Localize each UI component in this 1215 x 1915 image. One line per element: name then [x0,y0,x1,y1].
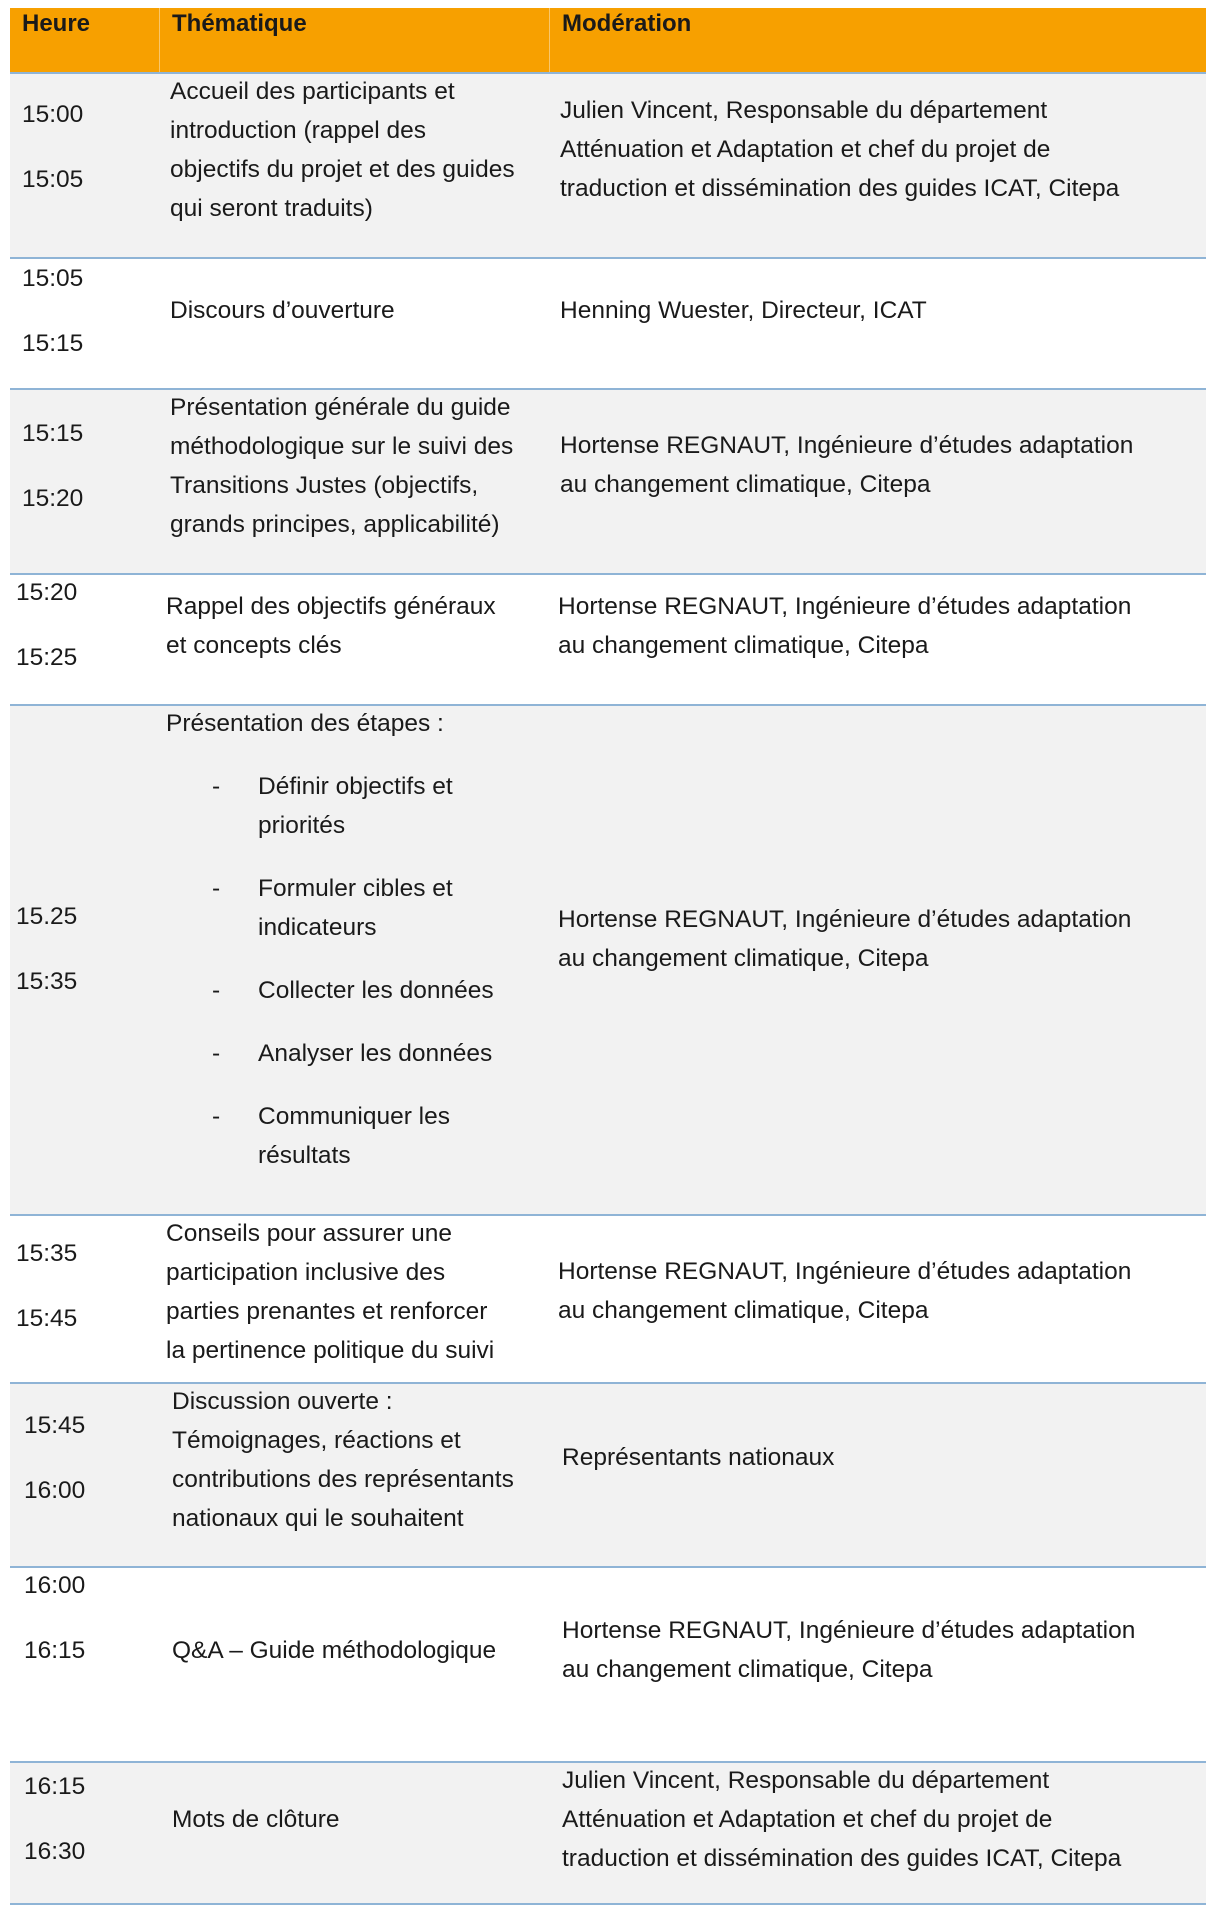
theme-line: Q&A – Guide méthodologique [172,1637,497,1664]
table-row [10,1761,1206,1905]
table-row [10,257,1206,388]
time-end: 15:25 [16,644,78,671]
time-start: 15:45 [24,1412,86,1439]
bullet-dash: - [212,977,221,1004]
moderation-line: Henning Wuester, Directeur, ICAT [560,297,927,324]
theme-line: Mots de clôture [172,1806,340,1833]
step-line: indicateurs [258,914,377,941]
theme-line: qui seront traduits) [170,195,373,222]
theme-line: grands principes, applicabilité) [170,511,500,538]
step-line: priorités [258,812,346,839]
time-end: 15:45 [16,1305,78,1332]
time-start: 15:00 [22,101,84,128]
table-row [10,72,1206,257]
theme-line: nationaux qui le souhaitent [172,1505,464,1532]
time-end: 15:20 [22,485,84,512]
moderation-line: Hortense REGNAUT, Ingénieure d’études adaptation [562,1617,1136,1644]
steps-list [166,767,494,1175]
bullet-dash: - [212,773,221,800]
step-line: Définir objectifs et [258,773,453,800]
theme-line: introduction (rappel des [170,117,427,144]
theme-cell [172,1382,514,1538]
table-row [10,573,1206,704]
moderation-line: traduction et dissémination des guides ICAT, Citepa [562,1845,1122,1872]
header-thematique: Thématique [160,8,550,72]
theme-line: Présentation des étapes : [166,710,444,737]
moderation-line: Julien Vincent, Responsable du département [562,1767,1050,1794]
moderation-line: Représentants nationaux [562,1444,835,1471]
time-start: 15:15 [22,420,84,447]
moderation-line: Atténuation et Adaptation et chef du projet de [562,1806,1053,1833]
moderation-cell [558,900,1131,978]
moderation-line: au changement climatique, Citepa [558,632,929,659]
theme-cell [170,291,395,330]
moderation-cell [558,587,1131,665]
moderation-line: traduction et dissémination des guides ICAT, Citepa [560,175,1120,202]
table-row [10,1566,1206,1761]
theme-cell [170,72,515,228]
table-row [10,388,1206,573]
theme-cell [166,704,494,1175]
bullet-dash: - [212,1103,221,1130]
moderation-line: Hortense REGNAUT, Ingénieure d’études adaptation [558,906,1132,933]
time-end: 16:15 [24,1637,86,1664]
time-start: 15.25 [16,903,78,930]
theme-line: contributions des représentants [172,1466,514,1493]
step-line: Communiquer les [258,1103,450,1130]
theme-line: parties prenantes et renforcer [166,1298,488,1325]
theme-cell [166,1214,494,1370]
theme-line: Transitions Justes (objectifs, [170,472,479,499]
moderation-line: au changement climatique, Citepa [558,1297,929,1324]
moderation-line: Atténuation et Adaptation et chef du projet de [560,136,1051,163]
moderation-line: Hortense REGNAUT, Ingénieure d’études adaptation [558,593,1132,620]
theme-line: et concepts clés [166,632,342,659]
moderation-line: au changement climatique, Citepa [560,471,931,498]
theme-cell [170,388,513,544]
time-end: 15:35 [16,968,78,995]
list-item [166,1097,494,1175]
moderation-cell [560,91,1119,208]
bullet-dash: - [212,875,221,902]
moderation-cell [562,1611,1135,1689]
theme-line: Discussion ouverte : [172,1388,393,1415]
list-item [166,869,494,947]
list-item [166,971,494,1010]
table-row [10,704,1206,1214]
time-start: 15:05 [22,265,84,292]
header-heure: Heure [10,8,160,72]
list-item [166,767,494,845]
theme-line: Accueil des participants et [170,78,455,105]
theme-cell [172,1800,340,1839]
table-row [10,1382,1206,1566]
header-moderation: Modération [562,10,692,37]
time-end: 16:30 [24,1838,86,1865]
time-end: 15:05 [22,166,84,193]
moderation-cell [560,426,1133,504]
moderation-line: Hortense REGNAUT, Ingénieure d’études adaptation [558,1258,1132,1285]
time-end: 16:00 [24,1477,86,1504]
bullet-dash: - [212,1040,221,1067]
time-start: 15:35 [16,1240,78,1267]
moderation-cell [562,1761,1121,1878]
moderation-cell [560,291,927,330]
time-end: 15:15 [22,330,84,357]
moderation-line: au changement climatique, Citepa [558,945,929,972]
moderation-line: Julien Vincent, Responsable du département [560,97,1048,124]
step-line: Formuler cibles et [258,875,453,902]
theme-line: méthodologique sur le suivi des [170,433,514,460]
agenda-table [10,8,1206,1905]
time-start: 15:20 [16,579,78,606]
time-start: 16:00 [24,1572,86,1599]
theme-line: objectifs du projet et des guides [170,156,515,183]
theme-cell [172,1631,496,1670]
step-line: résultats [258,1142,351,1169]
theme-cell [166,587,496,665]
theme-line: Témoignages, réactions et [172,1427,461,1454]
theme-line: participation inclusive des [166,1259,446,1286]
theme-line: Conseils pour assurer une [166,1220,452,1247]
step-line: Analyser les données [258,1040,493,1067]
theme-line: Discours d’ouverture [170,297,395,324]
time-start: 16:15 [24,1773,86,1800]
theme-line: la pertinence politique du suivi [166,1337,495,1364]
moderation-cell [558,1252,1131,1330]
table-row [10,1214,1206,1382]
moderation-line: Hortense REGNAUT, Ingénieure d’études adaptation [560,432,1134,459]
theme-line: Présentation générale du guide [170,394,511,421]
moderation-cell [562,1438,834,1477]
list-item [166,1034,494,1073]
moderation-line: au changement climatique, Citepa [562,1656,933,1683]
theme-line: Rappel des objectifs généraux [166,593,496,620]
step-line: Collecter les données [258,977,494,1004]
table-header [10,8,1206,72]
